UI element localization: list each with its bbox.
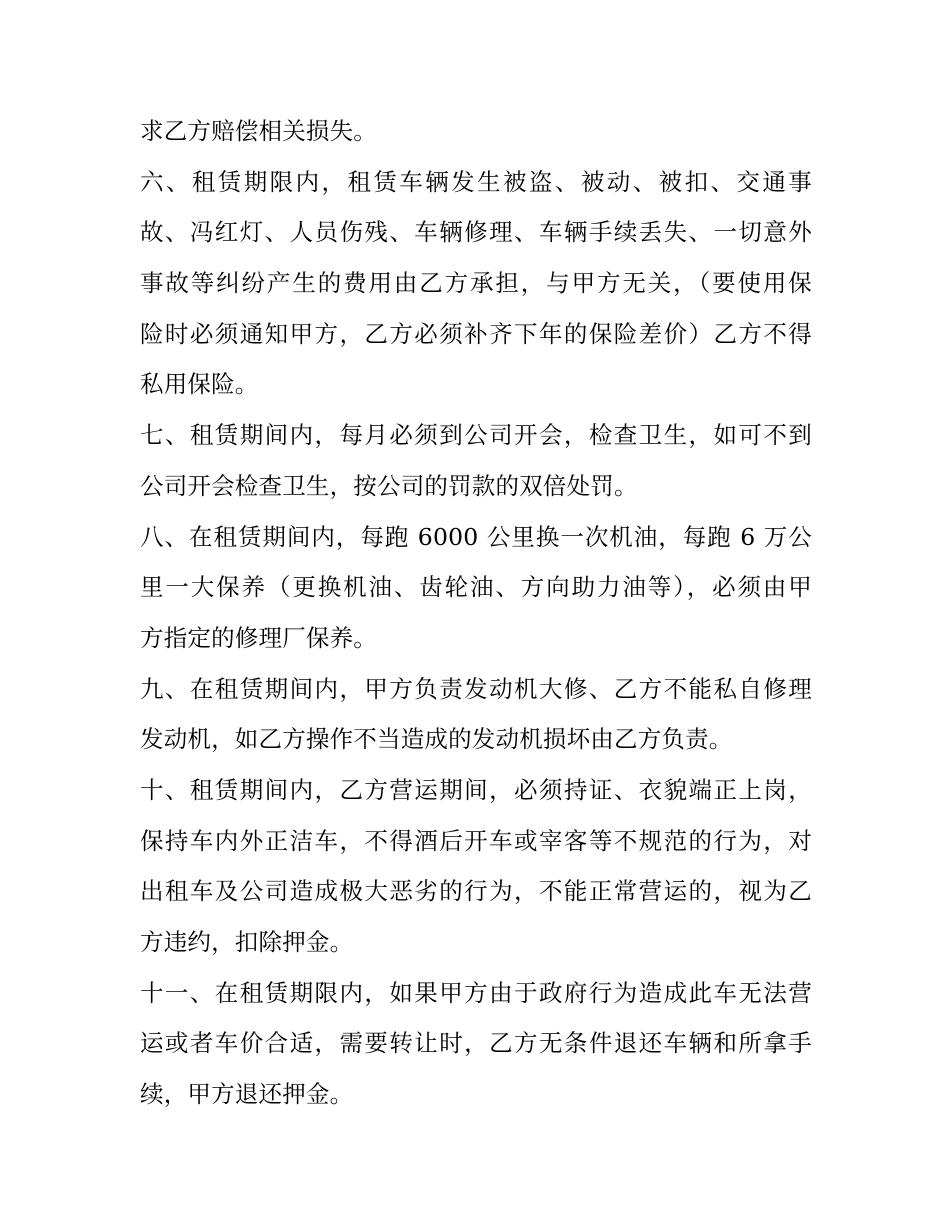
text-line: 运或者车价合适，需要转让时，乙方无条件退还车辆和所拿手 — [140, 1029, 812, 1058]
paragraph-clause-10 — [140, 765, 812, 968]
paragraph-clause-7 — [140, 410, 812, 511]
text-line: 公司开会检查卫生，按公司的罚款的双倍处罚。 — [140, 471, 638, 500]
paragraph-clause-9 — [140, 664, 812, 765]
paragraph-clause-11 — [140, 968, 812, 1120]
text-line: 保持车内外正洁车，不得酒后开车或宰客等不规范的行为，对 — [140, 826, 812, 855]
text-line: 求乙方赔偿相关损失。 — [140, 117, 377, 145]
text-line: 事故等纠纷产生的费用由乙方承担，与甲方无关，（要使用保 — [140, 269, 812, 298]
paragraph-clause-8 — [140, 512, 812, 664]
paragraph-continuation — [140, 106, 812, 157]
text-line: 十一、在租赁期限内，如果甲方由于政府行为造成此车无法营 — [140, 978, 812, 1007]
text-line: 七、租赁期间内，每月必须到公司开会，检查卫生，如可不到 — [140, 421, 812, 450]
text-line: 出租车及公司造成极大恶劣的行为，不能正常营运的，视为乙 — [140, 877, 812, 906]
text-line: 六、租赁期限内，租赁车辆发生被盗、被动、被扣、交通事 — [140, 167, 812, 196]
text-line: 续，甲方退还押金。 — [140, 1080, 354, 1109]
text-line: 故、冯红灯、人员伤残、车辆修理、车辆手续丢失、一切意外 — [140, 218, 812, 247]
text-line: 私用保险。 — [140, 370, 259, 399]
paragraph-clause-6 — [140, 157, 812, 410]
text-line: 险时必须通知甲方，乙方必须补齐下年的保险差价）乙方不得 — [140, 319, 812, 348]
document-body — [140, 106, 812, 1120]
text-line: 里一大保养（更换机油、齿轮油、方向助力油等），必须由甲 — [140, 573, 812, 602]
text-line: 发动机，如乙方操作不当造成的发动机损坏由乙方负责。 — [140, 725, 733, 754]
text-line: 十、租赁期间内，乙方营运期间，必须持证、衣貌端正上岗， — [140, 775, 812, 804]
text-line: 方指定的修理厂保养。 — [140, 623, 377, 652]
text-line: 八、在租赁期间内，每跑 6000 公里换一次机油，每跑 6 万公 — [140, 522, 812, 551]
text-line: 九、在租赁期间内，甲方负责发动机大修、乙方不能私自修理 — [140, 674, 812, 703]
text-line: 方违约，扣除押金。 — [140, 928, 354, 956]
